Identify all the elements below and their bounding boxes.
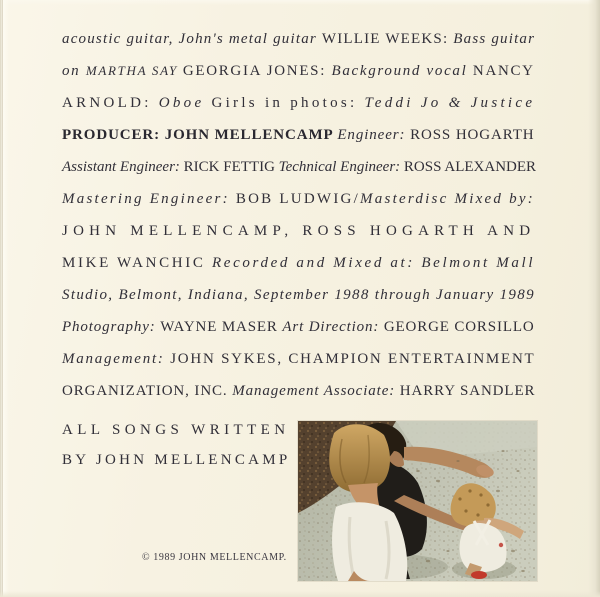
credit-segment: MARTHA SAY (85, 63, 183, 78)
credit-line-text (62, 375, 535, 407)
credit-line (62, 55, 535, 87)
credit-line (62, 375, 535, 407)
credit-line-text (62, 55, 535, 87)
credit-segment: Assistant Engineer: (62, 159, 184, 175)
credit-segment: BOB LUDWIG/ (235, 191, 361, 207)
credit-segment: ALL SONGS WRITTEN (62, 422, 290, 438)
credit-segment: Photography: (62, 319, 161, 335)
photo-girl-hair (329, 424, 390, 492)
credit-segment: ROSS HOGARTH (410, 127, 535, 143)
credit-line-text (62, 151, 536, 183)
credit-segment: GEORGE CORSILLO (383, 319, 535, 335)
credit-line-text (62, 23, 535, 55)
credit-segment: Management Associate: (232, 383, 400, 399)
credit-line (62, 151, 535, 183)
credit-line (62, 311, 535, 343)
credit-segment: on (62, 63, 86, 79)
credit-line-text (62, 279, 535, 311)
credit-segment: HARRY SANDLER (399, 383, 536, 399)
credit-line-text (62, 87, 535, 119)
copyright-line: © 1989 JOHN MELLENCAMP. (142, 552, 287, 563)
credit-line-text (62, 215, 535, 247)
credit-segment: ARNOLD: (62, 95, 159, 111)
credit-segment: Art Direction: (282, 319, 384, 335)
credit-line (62, 183, 535, 215)
credit-line-text (62, 247, 535, 279)
page-edge-bottom (0, 591, 600, 597)
credit-segment: ROSS ALEXANDER (403, 159, 537, 175)
credit-line (62, 87, 535, 119)
credits-block (62, 23, 535, 407)
credit-segment: Technical Engineer: (278, 159, 404, 175)
credit-segment: WILLIE WEEKS: (321, 31, 454, 47)
credit-segment: BY JOHN MELLENCAMP (62, 452, 291, 468)
credit-line (62, 23, 535, 55)
credit-line-text (62, 119, 535, 151)
credit-line (62, 119, 535, 151)
credit-segment: JOHN MELLENCAMP, ROSS HOGARTH AND (62, 223, 536, 239)
beach-photo-illustration (298, 421, 537, 581)
credit-segment: Mastering Engineer: (62, 191, 236, 207)
credit-segment: ORGANIZATION, INC. (62, 383, 233, 399)
credit-line (62, 279, 535, 311)
credit-line (62, 415, 290, 445)
credit-segment: JOHN SYKES, CHAMPION ENTERTAINMENT (170, 351, 536, 367)
credit-segment: WAYNE MASER (160, 319, 283, 335)
credit-line-text (62, 183, 535, 215)
credit-line (62, 445, 290, 475)
credit-line (62, 247, 535, 279)
credit-segment: Teddi Jo & Justice (364, 95, 536, 111)
credit-line-text (62, 445, 290, 475)
page-edge-right (588, 0, 600, 597)
page-edge-left (0, 0, 9, 597)
credit-segment: Oboe (158, 95, 212, 111)
credit-segment: Studio, Belmont, Indiana, September 1988 through January 1989 (62, 287, 535, 303)
credit-line-text (62, 343, 535, 375)
credit-segment: Management: (62, 351, 171, 367)
credit-segment: Bass guitar (453, 31, 536, 47)
page-edge-top (0, 0, 600, 5)
credit-segment: GEORGIA JONES: (182, 63, 332, 79)
credit-segment: Recorded and Mixed at: Belmont Mall (211, 255, 536, 271)
credit-line-text (62, 415, 290, 445)
credit-line-text (62, 311, 535, 343)
credit-segment: Background vocal (331, 63, 473, 79)
credit-segment: PRODUCER: JOHN MELLENCAMP (62, 127, 338, 143)
credit-segment: Masterdisc (360, 191, 455, 207)
credit-line (62, 215, 535, 247)
beach-photo (298, 421, 537, 581)
credit-segment: acoustic guitar, John's metal guitar (62, 31, 322, 47)
credit-segment: Engineer: (337, 127, 411, 143)
credit-segment: NANCY (472, 63, 535, 79)
credit-line (62, 343, 535, 375)
credit-segment: MIKE WANCHIC (62, 255, 212, 271)
credit-segment: RICK FETTIG (183, 159, 279, 175)
photo-toddler-shoe (471, 571, 487, 579)
songs-note-block (62, 415, 290, 475)
credit-segment: Mixed by: (454, 191, 535, 207)
credit-segment: Girls in photos: (211, 95, 365, 111)
